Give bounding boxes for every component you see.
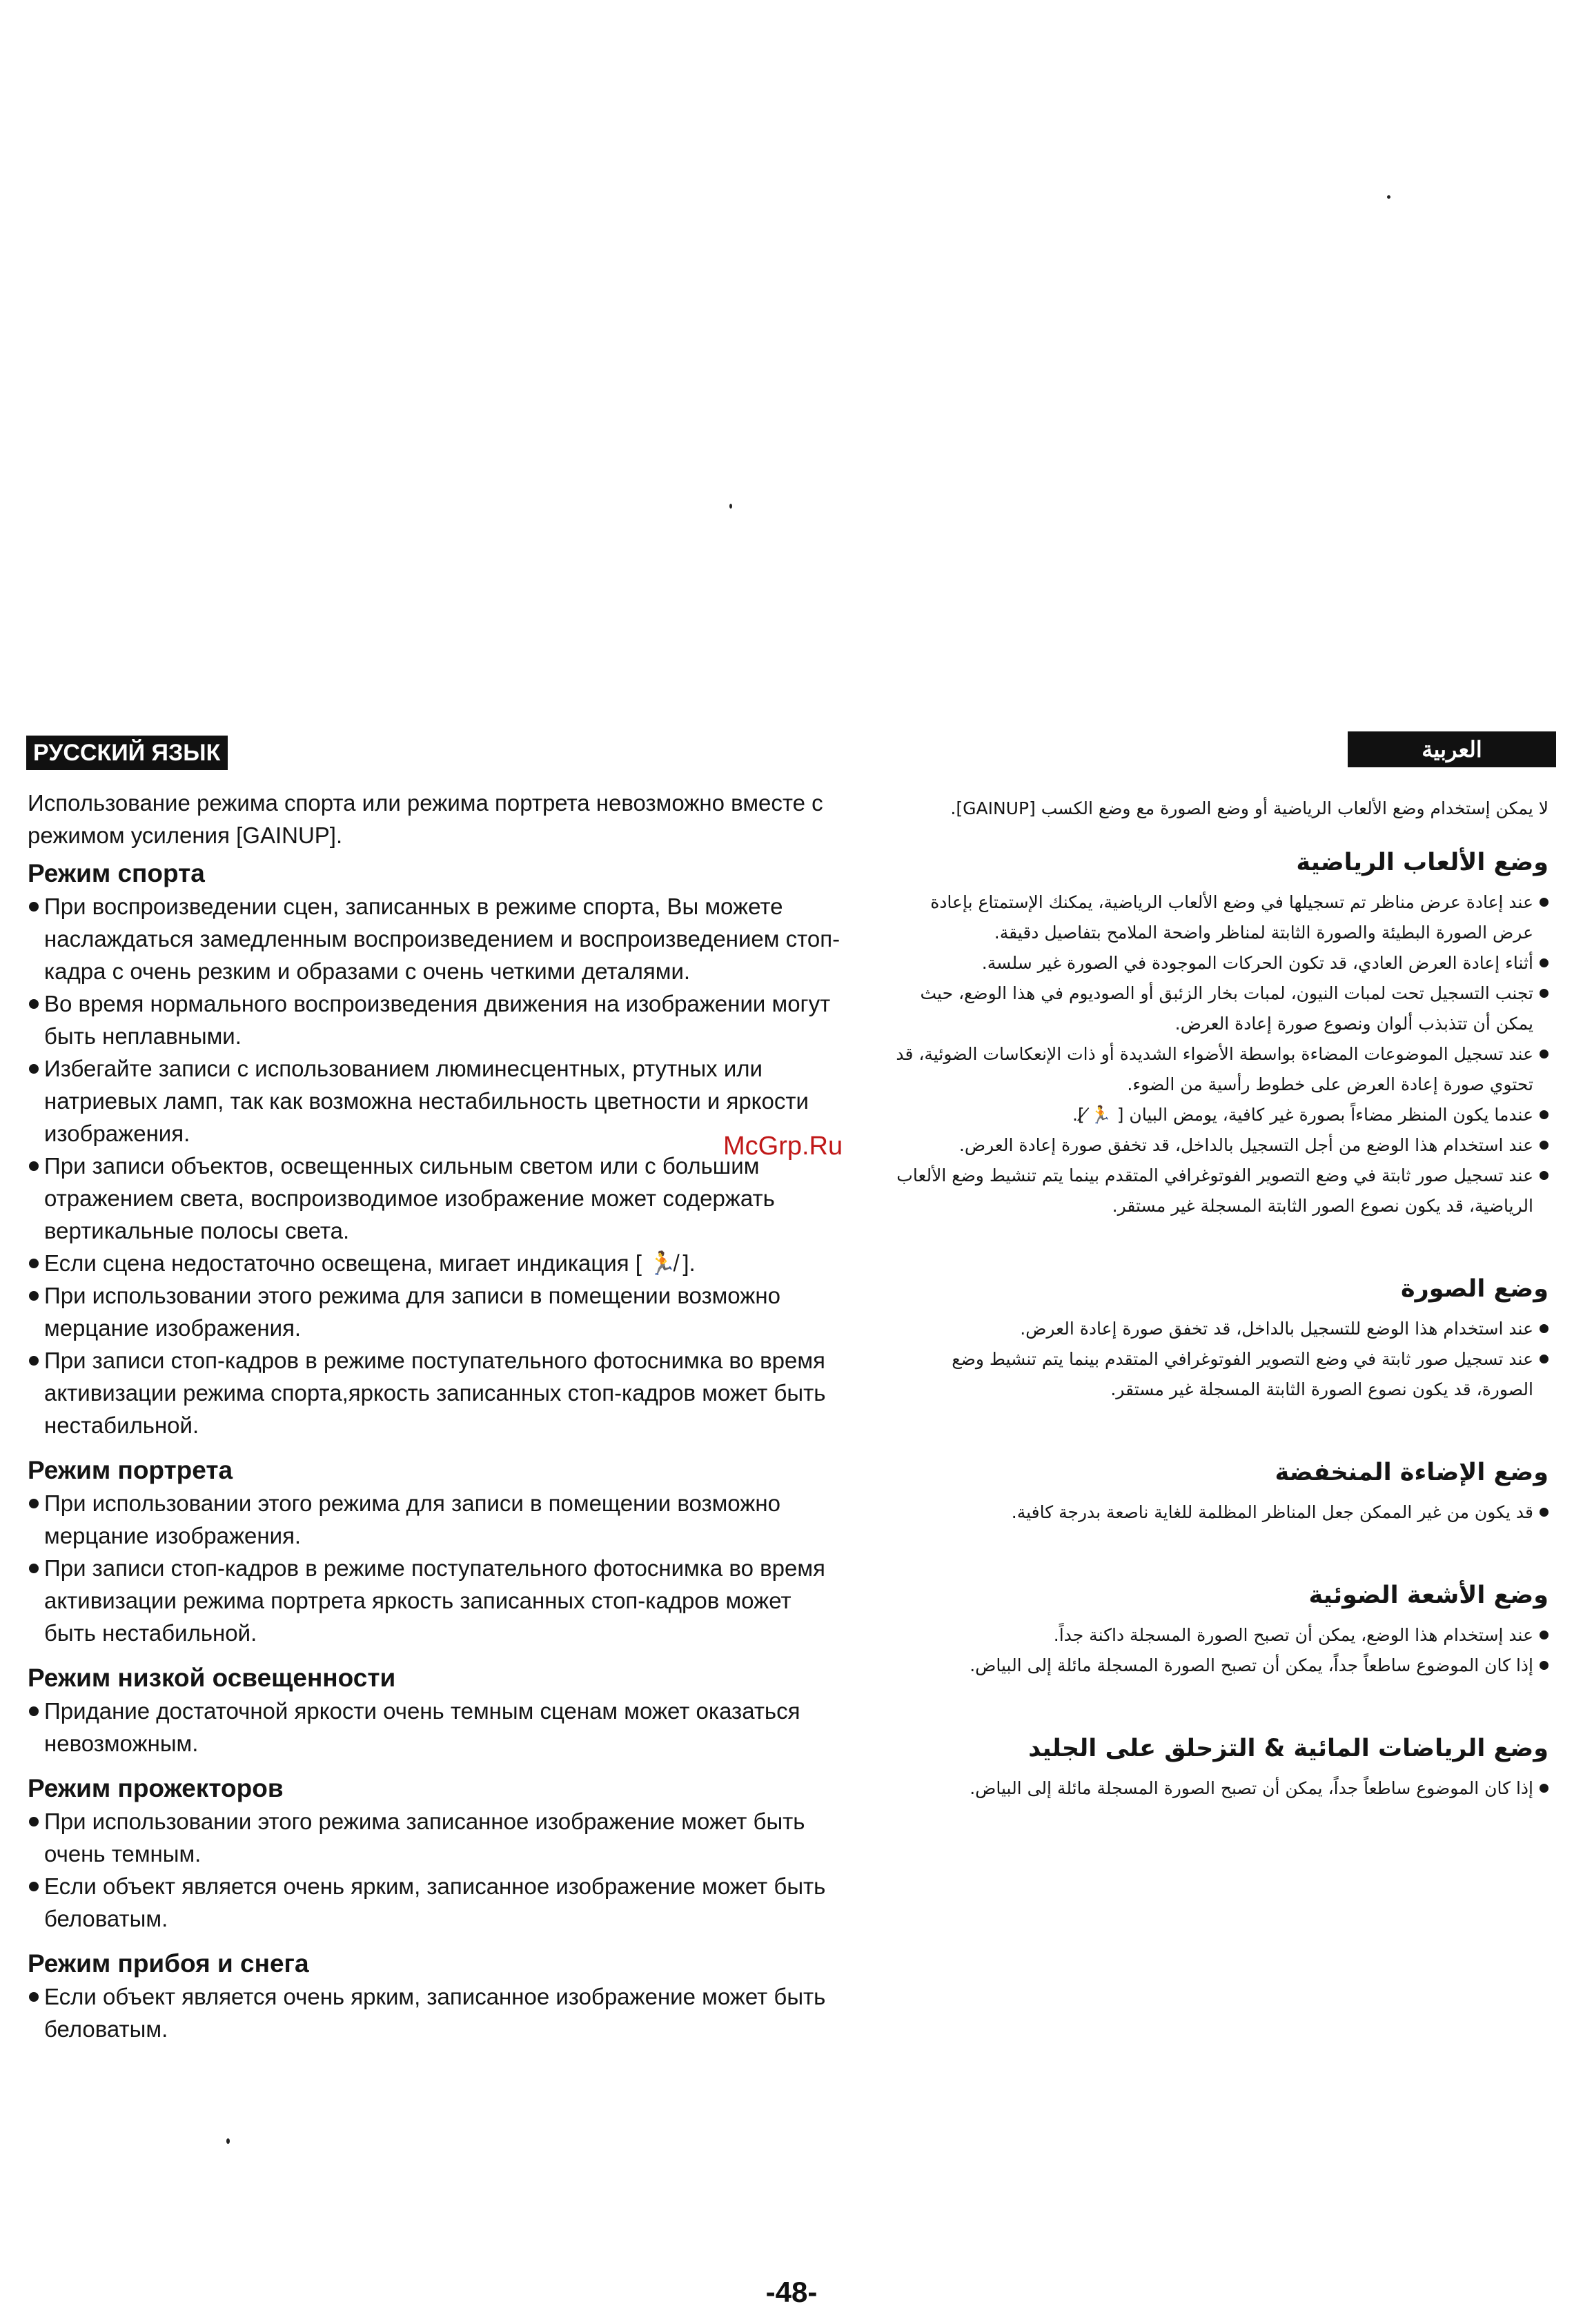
arabic-bullet-list — [890, 887, 1548, 1221]
russian-bullet-list — [28, 1980, 842, 2045]
list-item: إذا كان الموضوع ساطعاً جداً، يمكن أن تصبح الصورة المسجلة مائلة إلى البياض. — [890, 1651, 1548, 1681]
arabic-bullet-list — [890, 1497, 1548, 1528]
russian-bullet-list — [28, 890, 842, 1441]
arabic-section — [890, 1729, 1548, 1804]
language-label-russian: РУССКИЙ ЯЗЫК — [26, 736, 228, 770]
list-item: عند استخدام هذا الوضع من أجل التسجيل بالداخل، قد تخفق صورة إعادة العرض. — [890, 1130, 1548, 1161]
list-item: Во время нормального воспроизведения движения на изображении могут быть неплавными. — [28, 987, 842, 1052]
russian-bullet-list — [28, 1487, 842, 1649]
arabic-bullet-list — [890, 1620, 1548, 1681]
list-item: При воспроизведении сцен, записанных в режиме спорта, Вы можете наслаждаться замедленным воспроизведением и воспроизведением стоп-кадра с очень резким и образами с очень четкими деталями. — [28, 890, 842, 987]
arabic-bullet-list — [890, 1773, 1548, 1804]
list-item: عندما يكون المنظر مضاءاً بصورة غير كافية، يومض البيان [ 🏃̸ ]. — [890, 1100, 1548, 1130]
page-number: -48- — [765, 2276, 818, 2308]
russian-section — [28, 1662, 842, 1760]
arabic-section-heading: وضع الصورة — [1400, 1275, 1548, 1303]
russian-section — [28, 1454, 842, 1649]
list-item: قد يكون من غير الممكن جعل المناظر المظلمة للغاية ناصعة بدرجة كافية. — [890, 1497, 1548, 1528]
list-item: إذا كان الموضوع ساطعاً جداً، يمكن أن تصبح الصورة المسجلة مائلة إلى البياض. — [890, 1773, 1548, 1804]
watermark[interactable]: McGrp.Ru — [723, 1132, 843, 1161]
scan-speck — [226, 2138, 230, 2144]
russian-section-heading: Режим прибоя и снега — [28, 1949, 309, 1978]
list-item: Если объект является очень ярким, записанное изображение может быть беловатым. — [28, 1870, 842, 1935]
arabic-section-heading: وضع الأشعة الضوئية — [1308, 1582, 1548, 1609]
list-item: عند إستخدام هذا الوضع، يمكن أن تصبح الصورة المسجلة داكنة جداً. — [890, 1620, 1548, 1651]
arabic-section — [890, 843, 1548, 1221]
list-item: عند استخدام هذا الوضع للتسجيل بالداخل، قد تخفق صورة إعادة العرض. — [890, 1314, 1548, 1344]
list-item: При записи стоп-кадров в режиме поступательного фотоснимка во время активизации режима портрета яркость записанных стоп-кадров может быть нестабильной. — [28, 1552, 842, 1649]
arabic-section-heading: وضع الألعاب الرياضية — [1296, 849, 1548, 876]
russian-section-heading: Режим прожекторов — [28, 1774, 284, 1802]
list-item: Придание достаточной яркости очень темным сценам может оказаться невозможным. — [28, 1695, 842, 1760]
list-item: При использовании этого режима записанное изображение может быть очень темным. — [28, 1805, 842, 1870]
list-item: عند تسجيل الموضوعات المضاءة بواسطة الأضواء الشديدة أو ذات الإنعكاسات الضوئية، قد تحتوي صورة إعادة العرض على خطوط رأسية من الضوء. — [890, 1039, 1548, 1100]
russian-section-heading: Режим низкой освещенности — [28, 1664, 396, 1692]
scan-speck — [729, 504, 732, 509]
list-item: عند تسجيل صور ثابتة في وضع التصوير الفوتوغرافي المتقدم بينما يتم تنشيط وضع الصورة، قد يكون نصوع الصورة الثابتة المسجلة غير مستقر. — [890, 1344, 1548, 1405]
arabic-bullet-list — [890, 1314, 1548, 1405]
list-item: أثناء إعادة العرض العادي، قد تكون الحركات الموجودة في الصورة غير سلسة. — [890, 948, 1548, 978]
list-item: عند إعادة عرض مناظر تم تسجيلها في وضع الألعاب الرياضية، يمكنك الإستمتاع بإعادة عرض الصورة البطيئة والصورة الثابتة لمناظر واضحة الملامح بتفاصيل دقيقة. — [890, 887, 1548, 948]
arabic-section — [890, 1270, 1548, 1405]
russian-section-heading: Режим портрета — [28, 1456, 233, 1484]
arabic-section — [890, 1453, 1548, 1528]
arabic-intro: لا يمكن إستخدام وضع الألعاب الرياضية أو وضع الصورة مع وضع الكسب [GAINUP]. — [950, 798, 1548, 818]
scan-speck — [1387, 195, 1390, 199]
russian-intro: Использование режима спорта или режима портрета невозможно вместе с режимом усиления [GAINUP]. — [28, 790, 823, 848]
list-item: عند تسجيل صور ثابتة في وضع التصوير الفوتوغرافي المتقدم بينما يتم تنشيط وضع الألعاب الرياضية، قد يكون نصوع الصور الثابتة المسجلة غير مستقر. — [890, 1161, 1548, 1221]
language-label-arabic: العربية — [1348, 731, 1556, 767]
russian-column — [28, 787, 842, 2045]
list-item: При использовании этого режима для записи в помещении возможно мерцание изображения. — [28, 1487, 842, 1552]
arabic-column — [890, 794, 1548, 1852]
arabic-section-heading: وضع الرياضات المائية & التزحلق على الجليد — [1028, 1735, 1548, 1762]
russian-section — [28, 857, 842, 1441]
list-item: تجنب التسجيل تحت لمبات النيون، لمبات بخار الزئبق أو الصوديوم في هذا الوضع، حيث يمكن أن تتذبذب ألوان ونصوع صورة إعادة العرض. — [890, 978, 1548, 1039]
list-item: Если сцена недостаточно освещена, мигает индикация [ 🏃̸ ]. — [28, 1247, 842, 1279]
arabic-sections — [890, 843, 1548, 1804]
russian-section — [28, 1772, 842, 1935]
arabic-section-heading: وضع الإضاءة المنخفضة — [1275, 1459, 1548, 1486]
russian-bullet-list — [28, 1695, 842, 1760]
list-item: Если объект является очень ярким, записанное изображение может быть беловатым. — [28, 1980, 842, 2045]
russian-sections — [28, 857, 842, 2045]
arabic-section — [890, 1576, 1548, 1681]
list-item: Избегайте записи с использованием люминесцентных, ртутных или натриевых ламп, так как возможна нестабильность цветности и яркости изображения. — [28, 1052, 842, 1150]
list-item: При использовании этого режима для записи в помещении возможно мерцание изображения. — [28, 1279, 842, 1344]
list-item: При записи стоп-кадров в режиме поступательного фотоснимка во время активизации режима спорта,яркость записанных стоп-кадров может быть нестабильной. — [28, 1344, 842, 1441]
russian-section-heading: Режим спорта — [28, 859, 205, 887]
list-item: При записи объектов, освещенных сильным светом или с большим отражением света, воспроизводимое изображение может содержать вертикальные полосы света. — [28, 1150, 842, 1247]
russian-bullet-list — [28, 1805, 842, 1935]
russian-section — [28, 1947, 842, 2045]
